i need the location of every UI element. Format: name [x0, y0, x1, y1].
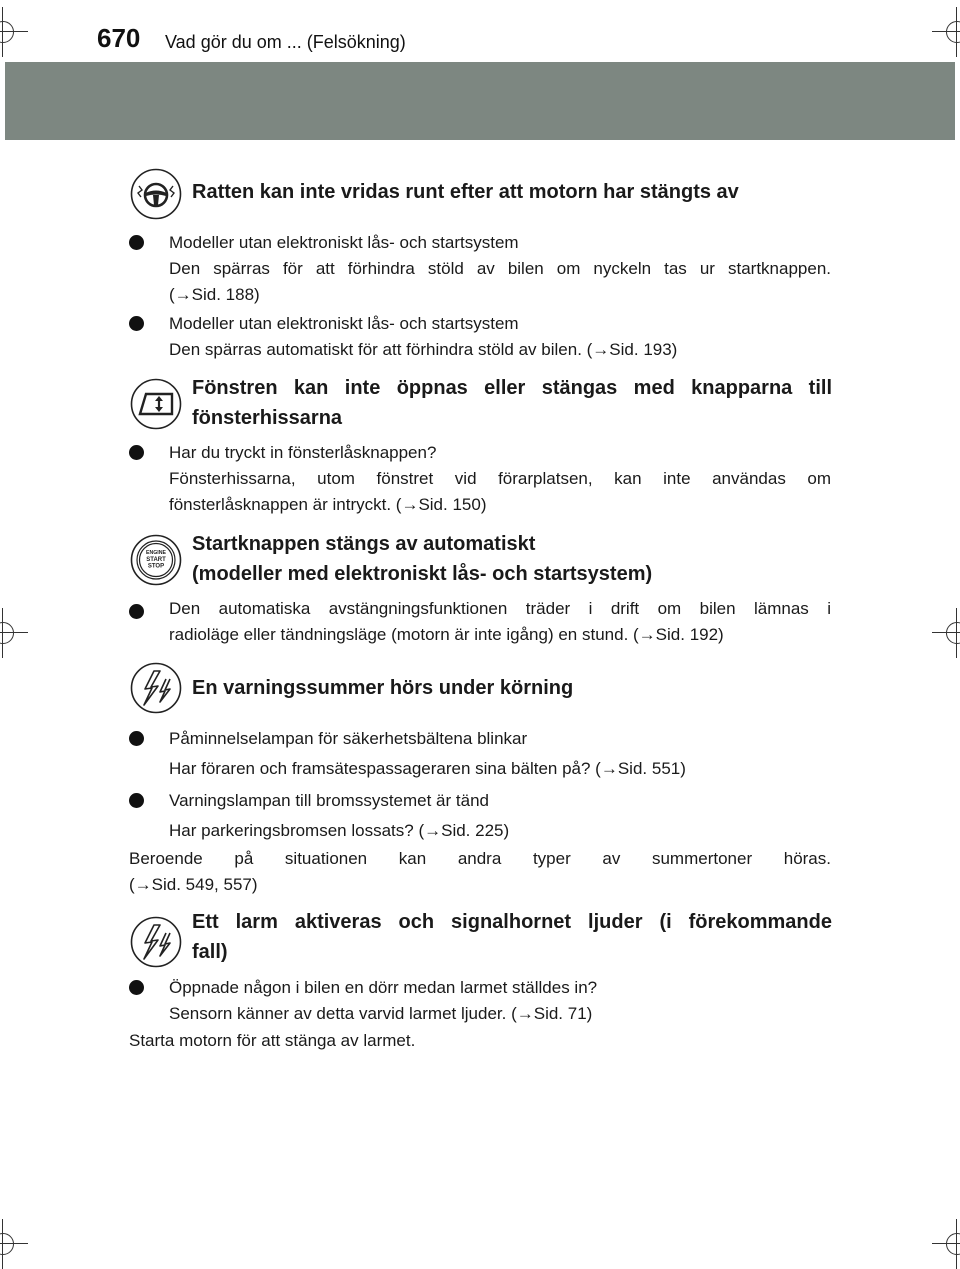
engine-start-stop-icon — [130, 534, 182, 586]
list-item — [169, 596, 831, 648]
crop-mark-mid-right — [946, 622, 960, 644]
header-band — [5, 62, 955, 140]
bullet — [129, 793, 144, 808]
section-title-steering: Ratten kan inte vridas runt efter att motorn har stängts av — [192, 181, 739, 203]
section-title-buzzer: En varningssummer hörs under körning — [192, 677, 574, 699]
bullet — [129, 980, 144, 995]
header-title: Vad gör du om ... (Felsökning) — [165, 32, 406, 52]
list-item — [169, 975, 831, 1027]
item-text: Har parkeringsbromsen lossats? (→Sid. 225) — [169, 821, 510, 840]
icon-text: STOP — [147, 563, 165, 570]
bullet — [129, 316, 144, 331]
section-title-line: fall) — [192, 941, 228, 963]
bullet — [129, 235, 144, 250]
note-line: (→Sid. 549, 557) — [129, 875, 258, 894]
alarm-sound-icon — [130, 916, 182, 968]
bullet — [129, 731, 144, 746]
steering-wheel-icon — [130, 168, 182, 220]
section-title-line: fönsterhissarna — [192, 407, 343, 429]
section-title-line: Ett larm aktiveras och signalhornet ljuder (i förekommande — [192, 911, 832, 933]
icon-text: START — [146, 557, 166, 563]
page-reference: (→Sid. 188) — [169, 285, 260, 304]
item-text: Öppnade någon i bilen en dörr medan larmet ställdes in? — [169, 978, 598, 997]
item-text: fönsterlåsknappen är intryckt. (→Sid. 150) — [169, 495, 487, 514]
item-text: Har föraren och framsätespassageraren sina bälten på? (→Sid. 551) — [169, 759, 686, 778]
item-text: Den spärras för att förhindra stöld av bilen om nyckeln tas ur startknappen. — [169, 259, 831, 278]
item-text: Sensorn känner av detta varvid larmet ljuder. (→Sid. 71) — [169, 1004, 593, 1023]
item-text: Har du tryckt in fönsterlåsknappen? — [169, 443, 437, 462]
note-line: Starta motorn för att stänga av larmet. — [129, 1031, 416, 1050]
list-item — [169, 311, 831, 363]
item-text: radioläge eller tändningsläge (motorn är inte igång) en stund. (→Sid. 192) — [169, 625, 724, 644]
item-text: Påminnelselampan för säkerhetsbältena blinkar — [169, 729, 528, 748]
icon-text: ENGINE — [146, 550, 166, 556]
list-item — [169, 230, 831, 308]
crop-mark-bottom-right — [946, 1233, 960, 1255]
bullet — [129, 445, 144, 460]
page-number: 670 — [97, 23, 141, 53]
item-text: Modeller utan elektroniskt lås- och startsystem — [169, 233, 519, 252]
item-text: Den automatiska avstängningsfunktionen träder i drift om bilen lämnas i — [169, 599, 831, 618]
note-text — [129, 1028, 831, 1054]
item-text: Fönsterhissarna, utom fönstret vid förarplatsen, kan inte användas om — [169, 469, 831, 488]
crop-mark-bottom-left — [0, 1233, 14, 1255]
list-item — [169, 440, 831, 518]
section-title-line: (modeller med elektroniskt lås- och startsystem) — [192, 563, 653, 585]
window-switch-icon — [130, 378, 182, 430]
crop-mark-mid-left — [0, 622, 14, 644]
section-title-line: Startknappen stängs av automatiskt — [192, 533, 536, 555]
item-text: Den spärras automatiskt för att förhindra stöld av bilen. (→Sid. 193) — [169, 340, 678, 359]
item-text: Varningslampan till bromssystemet är tänd — [169, 791, 489, 810]
item-text: Modeller utan elektroniskt lås- och startsystem — [169, 314, 519, 333]
section-title-windows — [192, 373, 832, 433]
warning-buzzer-icon — [130, 662, 182, 714]
list-item — [169, 726, 831, 782]
section-title-start-button — [192, 529, 832, 589]
section-title-line: Fönstren kan inte öppnas eller stängas med knapparna till — [192, 377, 832, 399]
note-text — [129, 846, 831, 898]
page-header — [5, 0, 955, 140]
section-title-alarm — [192, 907, 832, 967]
note-line: Beroende på situationen kan andra typer av summertoner höras. — [129, 849, 831, 868]
bullet — [129, 604, 144, 619]
list-item — [169, 788, 831, 844]
